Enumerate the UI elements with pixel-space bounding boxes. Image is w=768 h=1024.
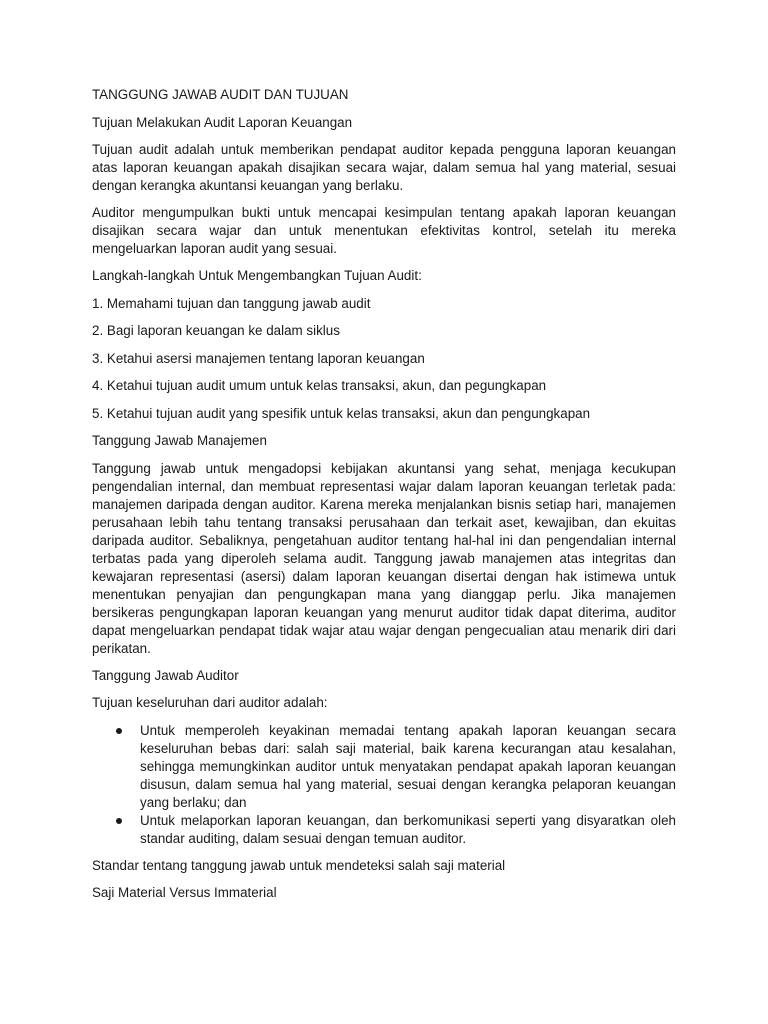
standard-line: Standar tentang tanggung jawab untuk mendeteksi salah saji material [92, 857, 506, 873]
step-item: 2. Bagi laporan keuangan ke dalam siklus [92, 323, 340, 338]
section-heading-audit-purpose: Tujuan Melakukan Audit Laporan Keuangan [92, 114, 353, 130]
steps-list [92, 295, 676, 423]
paragraph-audit-purpose: Tujuan audit adalah untuk memberikan pendapat auditor kepada pengguna laporan keuangan atas laporan keuangan apakah disajikan secara wajar, dalam semua hal yang material, sesuai dengan kerangka akuntansi keuangan yang berlaku. [92, 142, 676, 193]
paragraph-auditor-evidence: Auditor mengumpulkan bukti untuk mencapai kesimpulan tentang apakah laporan keuangan disajikan secara wajar dan untuk menentukan efektivitas kontrol, setelah itu mereka mengeluarkan laporan audit yang sesuai. [92, 205, 676, 256]
section-heading-auditor: Tanggung Jawab Auditor [92, 667, 239, 683]
document-title: TANGGUNG JAWAB AUDIT DAN TUJUAN [92, 87, 349, 102]
section-heading-management: Tanggung Jawab Manajemen [92, 433, 267, 448]
bullet-item: Untuk memperoleh keyakinan memadai tentang apakah laporan keuangan secara keseluruhan bebas dari: salah saji material, baik karena kecurangan atau kesalahan, sehingga memungkinkan auditor untuk menyatakan pendapat apakah laporan keuangan disusun, dalam semua hal yang material, sesuai dengan kerangka pelaporan keuangan yang berlaku; dan [92, 722, 676, 812]
paragraph-management-responsibility: Tanggung jawab untuk mengadopsi kebijakan akuntansi yang sehat, menjaga kecukupan pengendalian internal, dan membuat representasi wajar dalam laporan keuangan terletak pada: manajemen daripada dengan auditor. Karena mereka menjalankan bisnis setiap hari, manajemen perusahaan lebih tahu tentang transaksi perusahaan dan terkait aset, kewajiban, dan ekuitas daripada auditor. Sebaliknya, pengetahuan auditor tentang hal-hal ini dan pengendalian internal terbatas pada yang diperoleh selama audit. Tanggung jawab manajemen atas integritas dan kewajaran representasi (asersi) dalam laporan keuangan disertai dengan hak istimewa untuk menentukan penyajian dan pengungkapan mana yang dianggap perlu. Jika manajemen bersikeras pengungkapan laporan keuangan yang menurut auditor tidak dapat diterima, auditor dapat mengeluarkan pendapat tidak wajar atau wajar dengan pengecualian atau menarik diri dari perikatan. [92, 460, 676, 656]
section-heading-steps: Langkah-langkah Untuk Mengembangkan Tujuan Audit: [92, 268, 422, 283]
step-item: 5. Ketahui tujuan audit yang spesifik untuk kelas transaksi, akun dan pengungkapan [92, 405, 591, 421]
paragraph-auditor-intro: Tujuan keseluruhan dari auditor adalah: [92, 695, 328, 710]
bullet-item: Untuk melaporkan laporan keuangan, dan berkomunikasi seperti yang disyaratkan oleh standar auditing, dalam sesuai dengan temuan auditor. [92, 812, 676, 848]
section-heading-materiality: Saji Material Versus Immaterial [92, 885, 277, 900]
step-item: 4. Ketahui tujuan audit umum untuk kelas transaksi, akun, dan pegungkapan [92, 378, 547, 393]
auditor-objectives-list [92, 722, 676, 848]
step-item: 1. Memahami tujuan dan tanggung jawab audit [92, 295, 371, 311]
step-item: 3. Ketahui asersi manajemen tentang laporan keuangan [92, 350, 425, 366]
